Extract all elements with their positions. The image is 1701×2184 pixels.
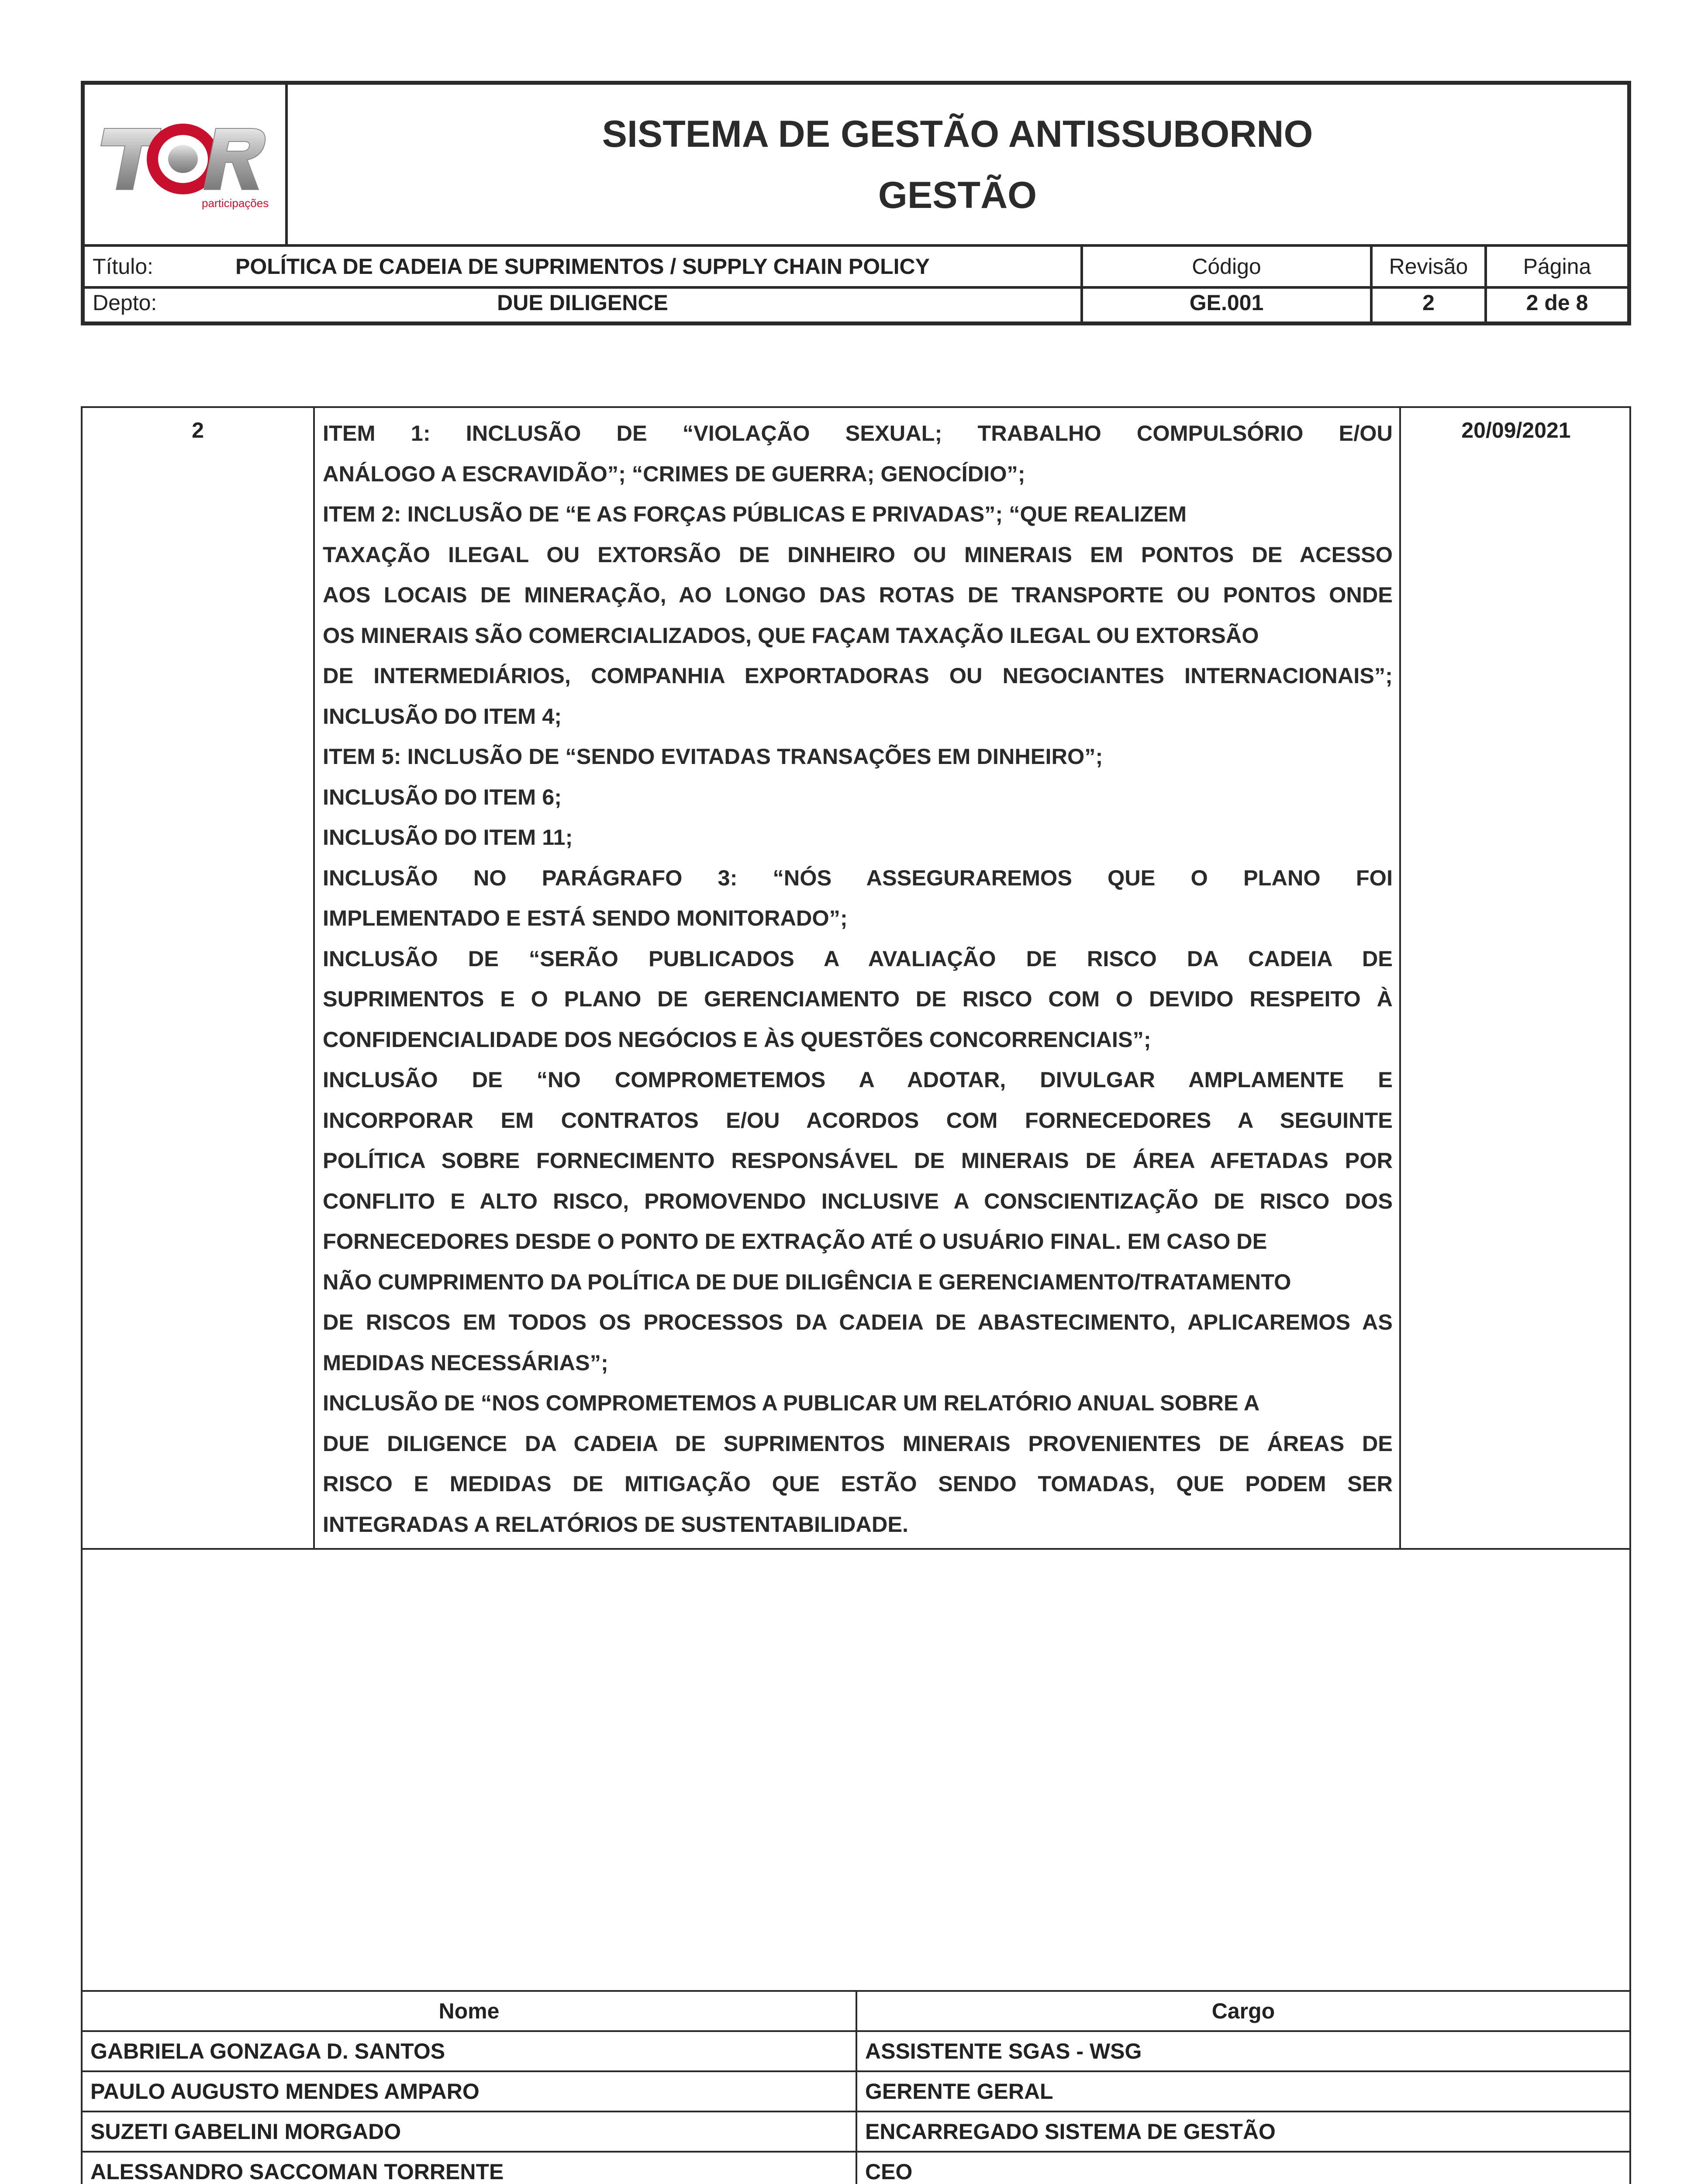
revision-line: IMPLEMENTADO E ESTÁ SENDO MONITORADO”; xyxy=(323,905,848,930)
codigo-label: Código xyxy=(1080,247,1370,286)
revision-line: INCLUSÃO DE “NOS COMPROMETEMOS A PUBLICAR UM RELATÓRIO ANUAL SOBRE A xyxy=(323,1390,1260,1415)
pagina-label: Página xyxy=(1484,247,1627,286)
revision-line: ITEM 1: INCLUSÃO DE “VIOLAÇÃO SEXUAL; TRABALHO COMPULSÓRIO E/OU xyxy=(323,421,1393,446)
revision-line: INCORPORAR EM CONTRATOS E/OU ACORDOS COM FORNECEDORES A SEGUINTE xyxy=(323,1107,1393,1133)
revision-description xyxy=(323,413,1393,1545)
revision-line: INCLUSÃO DO ITEM 6; xyxy=(323,784,562,809)
revision-line: NÃO CUMPRIMENTO DA POLÍTICA DE DUE DILIGÊNCIA E GERENCIAMENTO/TRATAMENTO xyxy=(323,1269,1291,1294)
revision-line: DE INTERMEDIÁRIOS, COMPANHIA EXPORTADORAS OU NEGOCIANTES INTERNACIONAIS”; xyxy=(323,663,1393,688)
titulo-value: POLÍTICA DE CADEIA DE SUPRIMENTOS / SUPPLY CHAIN POLICY xyxy=(235,254,930,279)
revision-line: POLÍTICA SOBRE FORNECIMENTO RESPONSÁVEL DE MINERAIS DE ÁREA AFETADAS POR xyxy=(323,1148,1393,1173)
revision-line: INCLUSÃO DO ITEM 4; xyxy=(323,703,562,729)
revision-line: OS MINERAIS SÃO COMERCIALIZADOS, QUE FAÇAM TAXAÇÃO ILEGAL OU EXTORSÃO xyxy=(323,622,1259,648)
revision-line: FORNECEDORES DESDE O PONTO DE EXTRAÇÃO ATÉ O USUÁRIO FINAL. EM CASO DE xyxy=(323,1229,1267,1254)
depto-value: DUE DILIGENCE xyxy=(497,290,668,315)
signatory-name: ALESSANDRO SACCOMAN TORRENTE xyxy=(90,2160,504,2184)
revision-line: CONFIDENCIALIDADE DOS NEGÓCIOS E ÀS QUESTÕES CONCORRENCIAIS”; xyxy=(323,1026,1151,1052)
revision-number: 2 xyxy=(83,408,315,1548)
revision-line: INCLUSÃO NO PARÁGRAFO 3: “NÓS ASSEGURAREMOS QUE O PLANO FOI xyxy=(323,865,1393,890)
revision-line: INCLUSÃO DO ITEM 11; xyxy=(323,825,573,850)
revision-date: 20/09/2021 xyxy=(1399,408,1631,1548)
revision-table xyxy=(81,406,1631,1992)
signatory-row xyxy=(83,2111,1629,2151)
header-nome: Nome xyxy=(438,1999,500,2023)
signatories-table xyxy=(81,1990,1631,2184)
revision-line: RISCO E MEDIDAS DE MITIGAÇÃO QUE ESTÃO SENDO TOMADAS, QUE PODEM SER xyxy=(323,1471,1393,1496)
logo-cell xyxy=(85,85,288,244)
revision-line: INTEGRADAS A RELATÓRIOS DE SUSTENTABILIDADE. xyxy=(323,1511,909,1537)
revision-line: ITEM 5: INCLUSÃO DE “SENDO EVITADAS TRANSAÇÕES EM DINHEIRO”; xyxy=(323,744,1103,769)
signatory-role: ASSISTENTE SGAS - WSG xyxy=(856,2032,1629,2070)
header-cargo: Cargo xyxy=(856,1992,1629,2030)
codigo-value: GE.001 xyxy=(1080,283,1370,322)
revision-line: SUPRIMENTOS E O PLANO DE GERENCIAMENTO DE RISCO COM O DEVIDO RESPEITO À xyxy=(323,986,1393,1011)
signatory-name: GABRIELA GONZAGA D. SANTOS xyxy=(90,2039,445,2063)
revision-line: INCLUSÃO DE “SERÃO PUBLICADOS A AVALIAÇÃO DE RISCO DA CADEIA DE xyxy=(323,946,1393,971)
revision-line: ANÁLOGO A ESCRAVIDÃO”; “CRIMES DE GUERRA; GENOCÍDIO”; xyxy=(323,461,1025,486)
signatory-role: ENCARREGADO SISTEMA DE GESTÃO xyxy=(856,2112,1629,2151)
revision-line: DUE DILIGENCE DA CADEIA DE SUPRIMENTOS MINERAIS PROVENIENTES DE ÁREAS DE xyxy=(323,1431,1393,1456)
revisao-value: 2 xyxy=(1370,283,1484,322)
revision-line: AOS LOCAIS DE MINERAÇÃO, AO LONGO DAS ROTAS DE TRANSPORTE OU PONTOS ONDE xyxy=(323,582,1393,607)
signatory-name: SUZETI GABELINI MORGADO xyxy=(90,2119,401,2144)
signatories-header-row xyxy=(83,1990,1629,2030)
signatory-row xyxy=(83,2070,1629,2111)
revision-line: ITEM 2: INCLUSÃO DE “E AS FORÇAS PÚBLICAS E PRIVADAS”; “QUE REALIZEM xyxy=(323,501,1187,526)
document-header xyxy=(81,81,1631,325)
revision-line: DE RISCOS EM TODOS OS PROCESSOS DA CADEIA DE ABASTECIMENTO, APLICAREMOS AS xyxy=(323,1310,1393,1334)
revisao-label: Revisão xyxy=(1370,247,1484,286)
meta-row-title xyxy=(85,244,1627,289)
signatory-row xyxy=(83,2151,1629,2184)
system-subtitle: GESTÃO xyxy=(878,174,1037,216)
revision-table-divider xyxy=(83,1548,1629,1550)
revision-line: INCLUSÃO DE “NO COMPROMETEMOS A ADOTAR, DIVULGAR AMPLAMENTE E xyxy=(323,1067,1393,1092)
signatory-name: PAULO AUGUSTO MENDES AMPARO xyxy=(90,2079,480,2104)
company-logo xyxy=(85,85,283,242)
system-title: SISTEMA DE GESTÃO ANTISSUBORNO xyxy=(602,113,1313,155)
title-cell xyxy=(288,85,1627,244)
signatory-role: GERENTE GERAL xyxy=(856,2072,1629,2111)
signatory-role: CEO xyxy=(856,2153,1629,2184)
depto-label: Depto: xyxy=(93,290,157,315)
revision-line: MEDIDAS NECESSÁRIAS”; xyxy=(323,1350,608,1375)
signatory-row xyxy=(83,2030,1629,2070)
revision-line: CONFLITO E ALTO RISCO, PROMOVENDO INCLUSIVE A CONSCIENTIZAÇÃO DE RISCO DOS xyxy=(323,1188,1393,1213)
meta-row-depto xyxy=(85,283,1627,322)
logo-subtext: participações xyxy=(202,197,269,210)
pagina-value: 2 de 8 xyxy=(1484,283,1627,322)
revision-line: TAXAÇÃO ILEGAL OU EXTORSÃO DE DINHEIRO OU MINERAIS EM PONTOS DE ACESSO xyxy=(323,542,1393,567)
titulo-label: Título: xyxy=(93,254,153,279)
